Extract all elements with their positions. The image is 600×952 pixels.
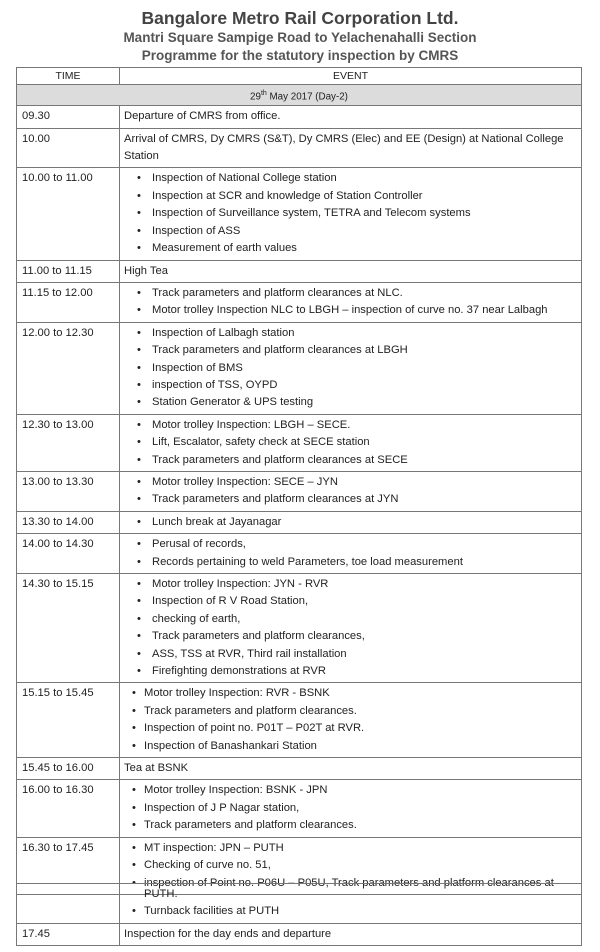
event-cell: Departure of CMRS from office. [120,106,582,128]
table-row [17,884,582,924]
programme-title: Programme for the statutory inspection by CMRS [141,48,459,63]
time-cell: 09.30 [17,106,120,128]
list-item: • Motor trolley Inspection NLC to LBGH – inspection of curve no. 37 near Lalbagh [152,302,577,319]
table-row [17,168,582,260]
table-row [17,758,582,780]
list-item: • Inspection of Banashankari Station [144,738,577,755]
list-item: • Track parameters and platform clearances at SECE [152,452,577,469]
list-item: • Track parameters and platform clearances. [144,817,577,834]
time-cell: 12.30 to 13.00 [17,414,120,471]
day-label: 29th May 2017 (Day-2) [17,85,582,106]
event-cell: Tea at BSNK [120,758,582,780]
event-list [124,685,577,755]
time-cell: 11.15 to 12.00 [17,282,120,322]
event-list [124,903,577,920]
table-row [17,322,582,414]
list-item: • Lunch break at Jayanagar [152,514,577,531]
time-cell: 14.30 to 15.15 [17,574,120,683]
list-item: • Inspection at SCR and knowledge of Station Controller [152,188,577,205]
list-item: • Turnback facilities at PUTH [144,903,577,920]
list-item: • Inspection of National College station [152,170,577,187]
list-item: • Motor trolley Inspection: LBGH – SECE. [152,417,577,434]
table-row [17,282,582,322]
event-cell: High Tea [120,260,582,282]
event-cell [120,282,582,322]
list-item: • ASS, TSS at RVR, Third rail installation [152,646,577,663]
table-row [17,106,582,128]
list-item: • Motor trolley Inspection: SECE – JYN [152,474,577,491]
time-cell: 10.00 [17,128,120,168]
list-item: • Track parameters and platform clearances at JYN [152,491,577,508]
list-item: • Perusal of records, [152,536,577,553]
table-row [17,780,582,837]
time-cell: 17.45 [17,923,120,945]
time-cell: 11.00 to 11.15 [17,260,120,282]
list-item: • Records pertaining to weld Parameters, toe load measurement [152,554,577,571]
event-header: EVENT [120,68,582,85]
list-item: • Measurement of earth values [152,240,577,257]
continued-text: PUTH. [144,888,178,900]
event-list [124,536,577,571]
event-list [124,782,577,834]
time-cell: 16.00 to 16.30 [17,780,120,837]
list-item: • Inspection of point no. P01T – P02T at RVR. [144,720,577,737]
event-list [124,170,577,257]
table-row [17,511,582,533]
list-item: • Track parameters and platform clearances at NLC. [152,285,577,302]
list-item: • Lift, Escalator, safety check at SECE station [152,434,577,451]
event-cell [120,534,582,574]
time-cell: 14.00 to 14.30 [17,534,120,574]
event-cell [120,574,582,683]
event-cell [120,683,582,758]
time-cell [17,884,120,924]
table-row [17,128,582,168]
schedule-table [16,67,582,895]
table-row [17,534,582,574]
time-cell: 12.00 to 12.30 [17,322,120,414]
list-item: • Checking of curve no. 51, [144,857,577,874]
time-header: TIME [17,68,120,85]
section-title: Mantri Square Sampige Road to Yelachenahalli Section [123,30,477,45]
time-cell: 16.30 to 17.45 [17,837,120,894]
list-item: • checking of earth, [152,611,577,628]
list-item: • Station Generator & UPS testing [152,394,577,411]
list-item: • Inspection of BMS [152,360,577,377]
time-cell: 15.15 to 15.45 [17,683,120,758]
list-item: • Firefighting demonstrations at RVR [152,663,577,680]
event-cell [120,414,582,471]
list-item: • Track parameters and platform clearances at LBGH [152,342,577,359]
event-cell [120,322,582,414]
event-cell: Inspection for the day ends and departure [120,923,582,945]
time-cell: 13.00 to 13.30 [17,471,120,511]
table-header-row [17,68,582,85]
list-item: • Motor trolley Inspection: BSNK - JPN [144,782,577,799]
list-item: • Inspection of R V Road Station, [152,593,577,610]
event-list [124,514,577,531]
table-row [17,414,582,471]
list-item: • Track parameters and platform clearances, [152,628,577,645]
event-cell [120,471,582,511]
list-item: • Inspection of J P Nagar station, [144,800,577,817]
schedule-table-continued [16,883,582,946]
time-cell: 10.00 to 11.00 [17,168,120,260]
time-cell: 13.30 to 14.00 [17,511,120,533]
event-list [124,417,577,469]
day-row [17,85,582,106]
table-row [17,683,582,758]
table-row [17,471,582,511]
list-item: • Motor trolley Inspection: RVR - BSNK [144,685,577,702]
event-list [124,325,577,412]
list-item: • MT inspection: JPN – PUTH [144,840,577,857]
event-list [124,576,577,680]
event-cell [120,884,582,924]
time-cell: 15.45 to 16.00 [17,758,120,780]
event-list [124,474,577,509]
list-item: • inspection of TSS, OYPD [152,377,577,394]
event-cell: Arrival of CMRS, Dy CMRS (S&T), Dy CMRS (Elec) and EE (Design) at National College Station [120,128,582,168]
list-item: • Inspection of ASS [152,223,577,240]
org-title: Bangalore Metro Rail Corporation Ltd. [141,8,459,28]
list-item: • inspection of Point no. P06U – P05U, Track parameters and platform clearances at [144,875,577,892]
table-row [17,574,582,683]
event-cell [120,511,582,533]
event-cell [120,780,582,837]
list-item: • Motor trolley Inspection: JYN - RVR [152,576,577,593]
table-row [17,260,582,282]
event-cell [120,168,582,260]
list-item: • Track parameters and platform clearances. [144,703,577,720]
event-list [124,285,577,320]
table-row [17,923,582,945]
list-item: • Inspection of Lalbagh station [152,325,577,342]
list-item: • Inspection of Surveillance system, TETRA and Telecom systems [152,205,577,222]
